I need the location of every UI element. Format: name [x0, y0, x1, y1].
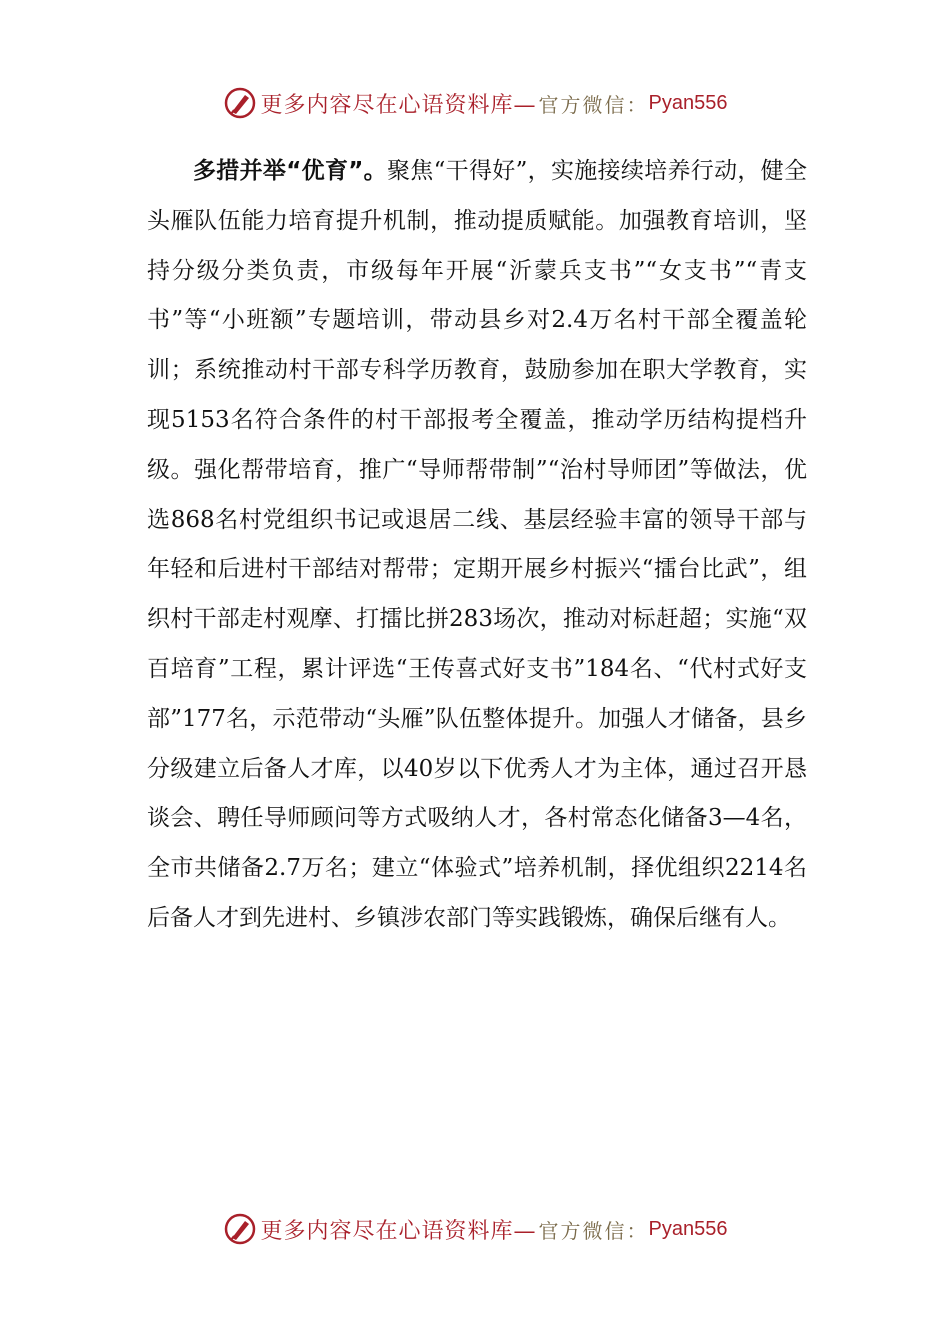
quill-pen-logo-icon [223, 1212, 257, 1246]
banner-text: 更多内容尽在心语资料库— [260, 92, 537, 118]
footer-banner [0, 1209, 950, 1249]
article-body [147, 147, 807, 944]
wechat-label: 官方微信： [538, 92, 649, 117]
paragraph [147, 147, 807, 944]
wechat-label: 官方微信： [538, 1218, 649, 1243]
paragraph-lead: 多措并举“优育”。 [193, 158, 387, 184]
banner-text: 更多内容尽在心语资料库— [260, 1218, 537, 1244]
wechat-id: Pyan556 [648, 1217, 728, 1240]
wechat-id: Pyan556 [648, 91, 728, 114]
paragraph-text: 聚焦“干得好”，实施接续培养行动，健全头雁队伍能力培育提升机制，推动提质赋能。加强教育培训，坚持分级分类负责，市级每年开展“沂蒙兵支书”“女支书”“青支书”等“小班额”专题培训，带动县乡对2.4万名村干部全覆盖轮训；系统推动村干部专科学历教育，鼓励参加在职大学教育，实现5153名符合条件的村干部报考全覆盖，推动学历结构提档升级。强化帮带培育，推广“导师帮带制”“治村导师团”等做法，优选868名村党组织书记或退居二线、基层经验丰富的领导干部与年轻和后进村干部结对帮带；定期开展乡村振兴“擂台比武”，组织村干部走村观摩、打擂比拼283场次，推动对标赶超；实施“双百培育”工程，累计评选“王传喜式好支书”184名、“代村式好支部”177名，示范带动“头雁”队伍整体提升。加强人才储备，县乡分级建立后备人才库，以40岁以下优秀人才为主体，通过召开恳谈会、聘任导师顾问等方式吸纳人才，各村常态化储备3—4名，全市共储备2.7万名；建立“体验式”培养机制，择优组织2214名后备人才到先进村、乡镇涉农部门等实践锻炼，确保后继有人。 [147, 158, 807, 931]
header-banner [0, 83, 950, 123]
quill-pen-logo-icon [223, 86, 257, 120]
